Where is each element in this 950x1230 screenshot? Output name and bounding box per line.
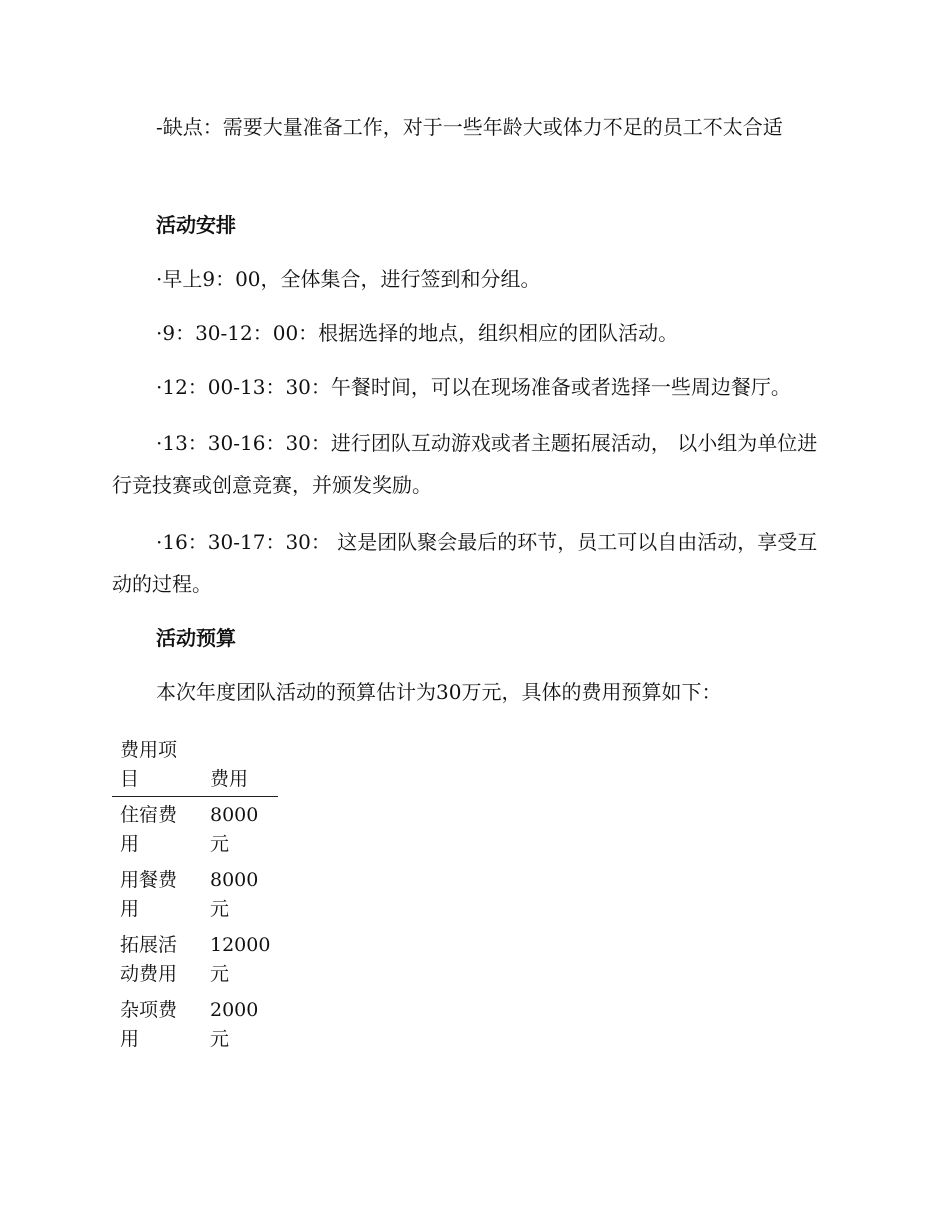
cell-item: 杂项费用 [120, 999, 178, 1050]
schedule-item-1: ·早上9：00，全体集合，进行签到和分组。 [156, 267, 541, 291]
cell-cost: 8000元 [210, 869, 259, 920]
schedule-item-5: ·16：30-17：30： 这是团队聚会最后的环节，员工可以自由活动，享受互动的过程。 [112, 530, 818, 596]
budget-intro: 本次年度团队活动的预算估计为30万元，具体的费用预算如下： [156, 680, 722, 704]
header-cost: 费用 [202, 734, 278, 797]
schedule-item-4: ·13：30-16：30：进行团队互动游戏或者主题拓展活动， 以小组为单位进行竞技赛或创意竞赛，并颁发奖励。 [112, 431, 818, 497]
cell-cost: 2000元 [210, 999, 259, 1050]
table-row [112, 927, 278, 992]
header-item: 费用项目 [112, 734, 202, 797]
budget-table [112, 734, 278, 1057]
cell-item: 住宿费用 [120, 804, 178, 855]
schedule-item-3: ·12：00-13：30：午餐时间，可以在现场准备或者选择一些周边餐厅。 [156, 375, 791, 399]
cell-item: 用餐费用 [120, 869, 178, 920]
table-header-row [112, 734, 278, 797]
budget-heading: 活动预算 [156, 626, 236, 650]
cell-item: 拓展活动费用 [120, 934, 178, 985]
table-row [112, 797, 278, 863]
schedule-heading: 活动安排 [156, 213, 236, 237]
table-row [112, 862, 278, 927]
table-row [112, 992, 278, 1057]
cons-paragraph: -缺点：需要大量准备工作，对于一些年龄大或体力不足的员工不太合适 [156, 115, 783, 139]
cell-cost: 12000元 [210, 934, 271, 985]
schedule-item-2: ·9：30-12：00：根据选择的地点，组织相应的团队活动。 [156, 321, 679, 345]
cell-cost: 8000元 [210, 804, 259, 855]
